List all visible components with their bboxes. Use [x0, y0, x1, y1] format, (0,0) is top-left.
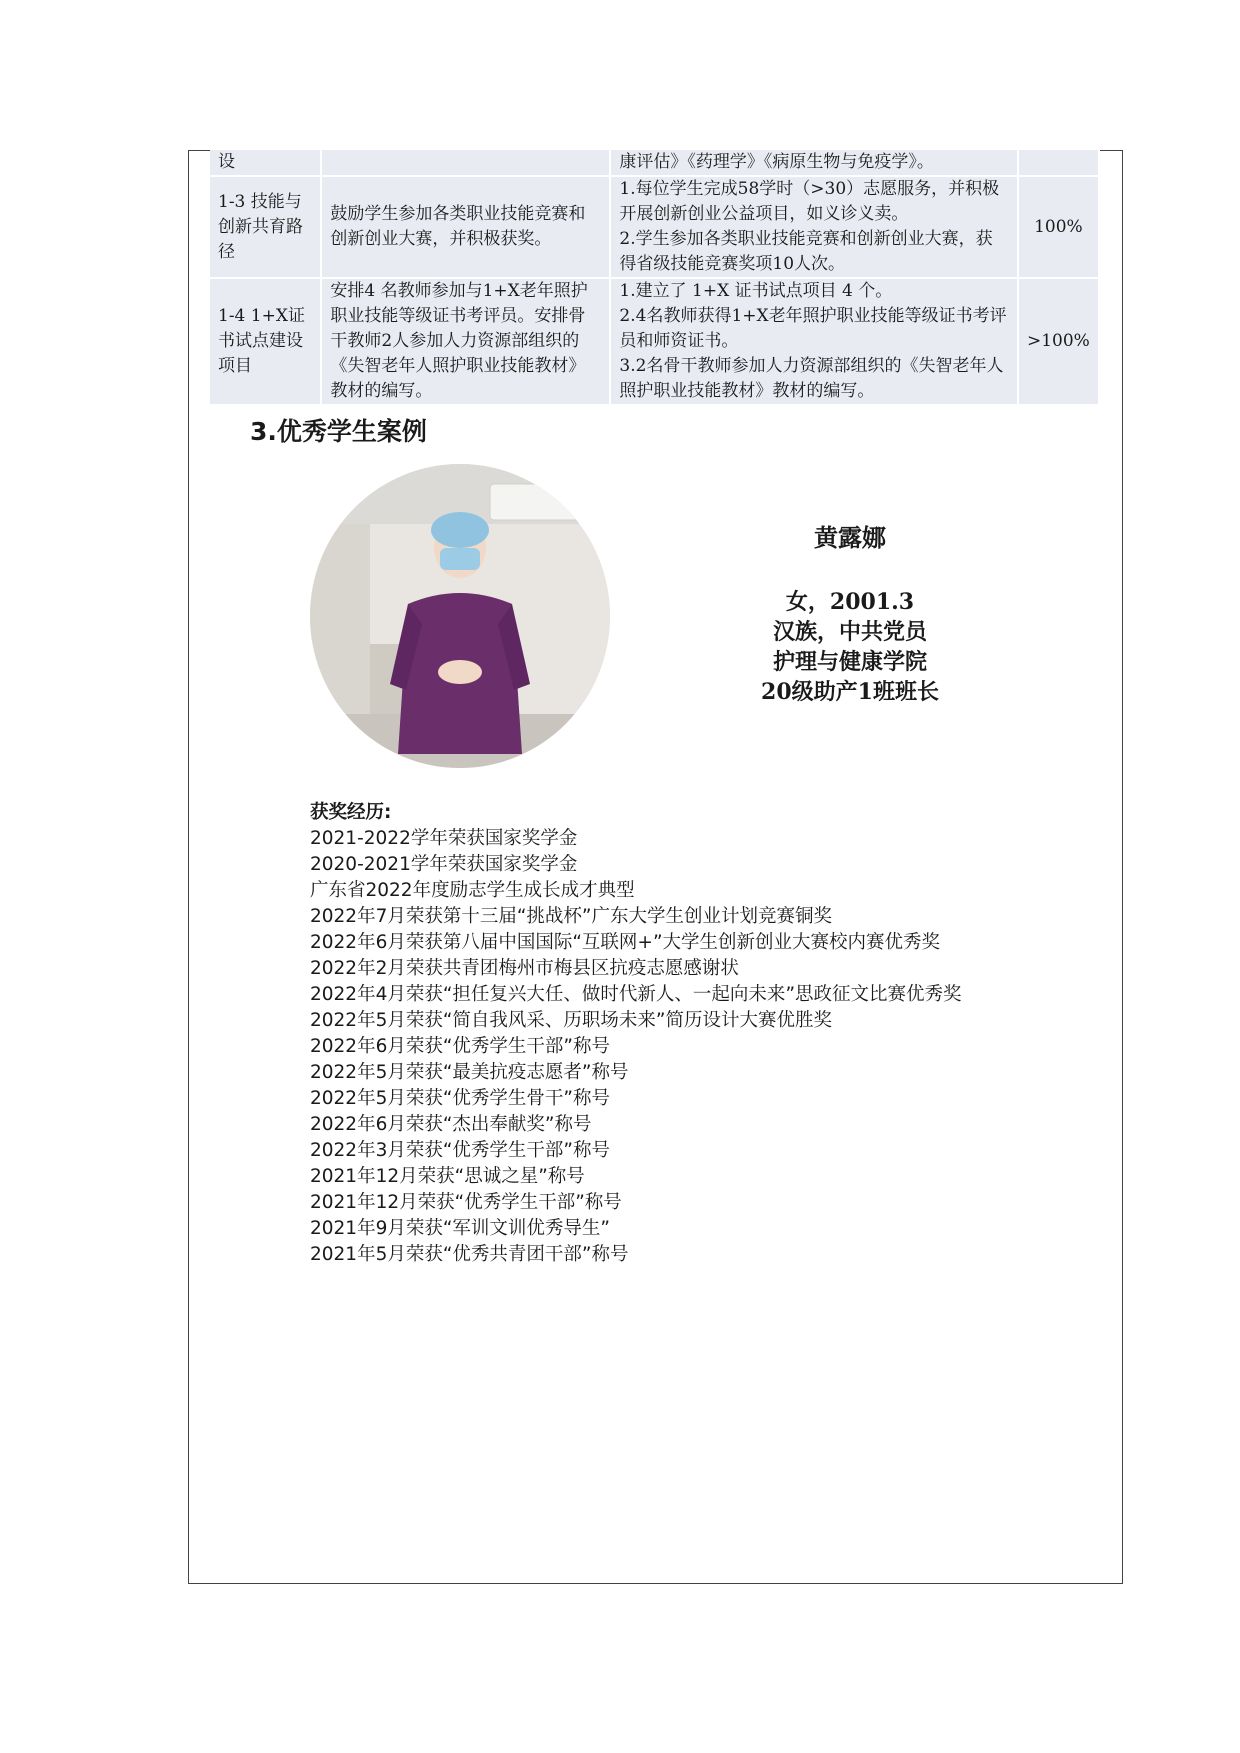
info-line: 女，2001.3 [785, 589, 915, 615]
student-photo [310, 464, 610, 768]
award-item: 2021年9月荣获“军训文训优秀导生” [310, 1218, 611, 1239]
result-line: 2.4名教师获得1+X老年照护职业技能等级证书考评员和师资证书。 [619, 306, 1007, 351]
cell-rate: 100% [1018, 176, 1099, 278]
award-item: 2021-2022学年荣获国家奖学金 [310, 828, 578, 849]
result-line: 1.建立了 1+X 证书试点项目 4 个。 [619, 281, 893, 301]
project-table [210, 150, 1100, 406]
student-info [700, 518, 1000, 707]
student-name: 黄露娜 [814, 523, 886, 552]
table-row [210, 278, 1099, 405]
cell-item: 1-4 1+X证书试点建设项目 [210, 278, 321, 405]
award-item: 2022年5月荣获“简自我风采、历职场未来”简历设计大赛优胜奖 [310, 1010, 833, 1031]
award-item: 2022年4月荣获“担任复兴大任、做时代新人、一起向未来”思政征文比赛优秀奖 [310, 984, 962, 1005]
cell-result [610, 278, 1017, 405]
cell-rate: >100% [1018, 278, 1099, 405]
info-line: 20级助产1班班长 [761, 679, 939, 705]
cell-result [610, 176, 1017, 278]
info-line: 汉族，中共党员 [772, 619, 927, 645]
cell-rate [1018, 150, 1099, 176]
result-line: 2.学生参加各类职业技能竞赛和创新创业大赛，获得省级技能竞赛奖项10人次。 [619, 229, 993, 274]
table-row [210, 150, 1099, 176]
award-item: 广东省2022年度励志学生成长成才典型 [310, 880, 635, 901]
cell-result [610, 150, 1017, 176]
result-line: 3.2名骨干教师参加人力资源部组织的《失智老年人照护职业技能教材》教材的编写。 [619, 356, 1004, 401]
table-row [210, 176, 1099, 278]
award-item: 2022年5月荣获“最美抗疫志愿者”称号 [310, 1062, 629, 1083]
cell-item: 1-3 技能与创新共育路径 [210, 176, 321, 278]
cell-measure [321, 150, 610, 176]
result-line: 康评估》《药理学》《病原生物与免疫学》。 [619, 152, 934, 172]
award-item: 2022年7月荣获第十三届“挑战杯”广东大学生创业计划竞赛铜奖 [310, 906, 833, 927]
award-item: 2022年6月荣获“杰出奉献奖”称号 [310, 1114, 592, 1135]
award-item: 2022年5月荣获“优秀学生骨干”称号 [310, 1088, 611, 1109]
award-item: 2022年3月荣获“优秀学生干部”称号 [310, 1140, 611, 1161]
section-heading: 3.优秀学生案例 [250, 417, 427, 446]
award-item: 2021年12月荣获“优秀学生干部”称号 [310, 1192, 622, 1213]
cell-item: 设 [210, 150, 321, 176]
award-item: 2021年5月荣获“优秀共青团干部”称号 [310, 1244, 629, 1265]
award-item: 2022年2月荣获共青团梅州市梅县区抗疫志愿感谢状 [310, 958, 739, 979]
award-item: 2020-2021学年荣获国家奖学金 [310, 854, 578, 875]
cell-measure: 鼓励学生参加各类职业技能竞赛和创新创业大赛，并积极获奖。 [321, 176, 610, 278]
awards-list [310, 800, 1010, 1268]
awards-title: 获奖经历: [310, 802, 392, 823]
award-item: 2022年6月荣获第八届中国国际“互联网+”大学生创新创业大赛校内赛优秀奖 [310, 932, 941, 953]
info-line: 护理与健康学院 [772, 649, 927, 675]
award-item: 2022年6月荣获“优秀学生干部”称号 [310, 1036, 611, 1057]
student-portrait-image [310, 464, 610, 768]
result-line: 1.每位学生完成58学时（>30）志愿服务，并积极开展创新创业公益项目，如义诊义卖。 [619, 179, 1000, 224]
cell-measure: 安排4 名教师参加与1+X老年照护职业技能等级证书考评员。安排骨干教师2人参加人力资源部组织的《失智老年人照护职业技能教材》教材的编写。 [321, 278, 610, 405]
award-item: 2021年12月荣获“思诚之星”称号 [310, 1166, 585, 1187]
